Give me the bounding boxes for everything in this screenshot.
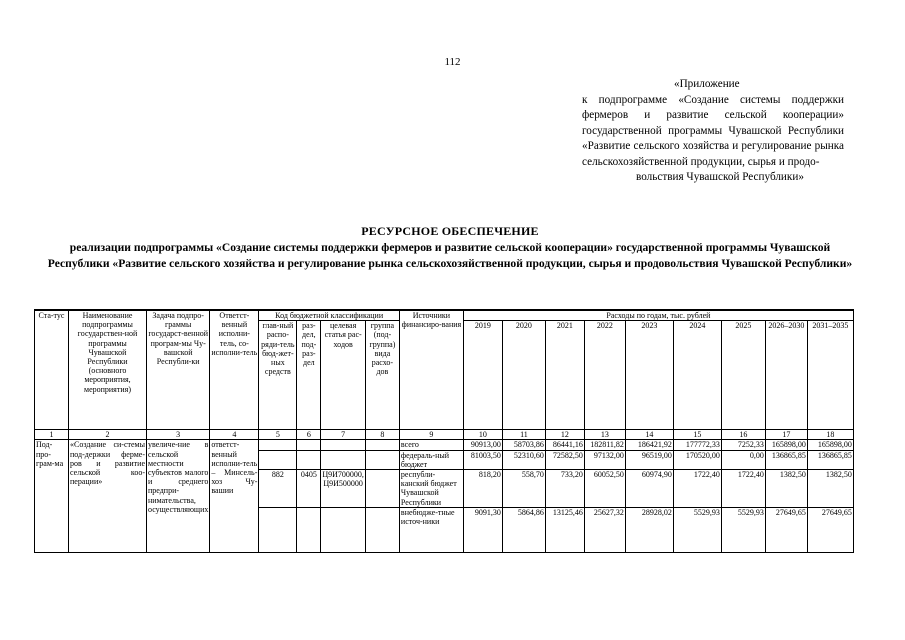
- header-task: Задача подпро-граммы государст-венной програм-мы Чу-вашской Республи-ки: [147, 310, 210, 430]
- cell-value: 0,00: [721, 450, 765, 469]
- cell-razdel-empty: [297, 440, 321, 450]
- column-number: 2: [69, 430, 147, 440]
- cell-value: 5529,93: [721, 507, 765, 552]
- cell-value: 90913,00: [463, 440, 502, 450]
- cell-value: 818,20: [463, 470, 502, 508]
- cell-value: 5864,86: [502, 507, 545, 552]
- cell-executor: ответст-венный исполни-тель – Минсель-хоз Чу-вашии: [210, 440, 259, 552]
- column-number: 16: [721, 430, 765, 440]
- column-number: 9: [399, 430, 463, 440]
- header-year: 2031–2035: [807, 321, 853, 430]
- cell-value: 60974,90: [625, 470, 673, 508]
- cell-razdel-empty: [297, 507, 321, 552]
- page-subtitle: реализации подпрограммы «Создание системы поддержки фермеров и развитие сельской кооперации» государственной программы Чувашской Республики «Развитие сельского хозяйства и регулирование рынка сельскохозяйственной продукции, сырья и продовольствия Чувашской Республики»: [47, 241, 853, 270]
- column-number: 12: [545, 430, 584, 440]
- cell-grbs-empty: [259, 507, 297, 552]
- cell-value: 170520,00: [673, 450, 721, 469]
- header-group: группа (под-группа) вида расхо-дов: [365, 321, 399, 430]
- cell-value: 558,70: [502, 470, 545, 508]
- cell-razdel-empty: [297, 450, 321, 469]
- header-grbs: глав-ный распо-ряди-тель бюд-жет-ных средств: [259, 321, 297, 430]
- cell-value: 136865,85: [765, 450, 807, 469]
- cell-value: 96519,00: [625, 450, 673, 469]
- cell-value: 72582,50: [545, 450, 584, 469]
- cell-value: 182811,82: [584, 440, 625, 450]
- column-number: 8: [365, 430, 399, 440]
- cell-name: «Создание си-стемы под-держки ферме-ров и развитие сельской коо-перации»: [69, 440, 147, 552]
- cell-value: 1722,40: [721, 470, 765, 508]
- cell-value: 60052,50: [584, 470, 625, 508]
- column-number-row: [35, 430, 854, 440]
- cell-value: 7252,33: [721, 440, 765, 450]
- cell-grbs: 882: [259, 470, 297, 508]
- cell-status: Под-про-грам-ма: [35, 440, 69, 552]
- cell-value: 1382,50: [807, 470, 853, 508]
- page-title: РЕСУРСНОЕ ОБЕСПЕЧЕНИЕ: [361, 224, 539, 238]
- header-year: 2022: [584, 321, 625, 430]
- header-budget-code: Код бюджетной классификации: [259, 310, 400, 321]
- cell-target-empty: [321, 440, 366, 450]
- column-number: 14: [625, 430, 673, 440]
- cell-task: увеличе-ние в сельской местности субъектов малого и среднего предпри-нимательства, осуществляющих: [147, 440, 210, 552]
- cell-value: 27649,65: [765, 507, 807, 552]
- cell-value: 165898,00: [765, 440, 807, 450]
- cell-source: всего: [399, 440, 463, 450]
- cell-value: 136865,85: [807, 450, 853, 469]
- header-sources: Источники финансиро-вания: [399, 310, 463, 430]
- cell-value: 97132,00: [584, 450, 625, 469]
- column-number: 5: [259, 430, 297, 440]
- cell-value: 25627,32: [584, 507, 625, 552]
- header-name: Наименование подпрограммы государствен-ной программы Чувашской Республики (основного мероприятия, мероприятия): [69, 310, 147, 430]
- cell-target: Ц9И700000, Ц9И500000: [321, 470, 366, 508]
- column-number: 11: [502, 430, 545, 440]
- appendix-last: вольствия Чувашской Республики»: [636, 171, 804, 183]
- column-number: 10: [463, 430, 502, 440]
- cell-group-empty: [365, 507, 399, 552]
- column-number: 7: [321, 430, 366, 440]
- cell-source: федераль-ный бюджет: [399, 450, 463, 469]
- resource-table: [34, 309, 854, 553]
- column-number: 1: [35, 430, 69, 440]
- header-expenses: Расходы по годам, тыс. рублей: [463, 310, 853, 321]
- header-target: целевая статья рас-ходов: [321, 321, 366, 430]
- header-executor: Ответст-венный исполни-тель, со-исполни-тель: [210, 310, 259, 430]
- cell-value: 28928,02: [625, 507, 673, 552]
- header-year: 2025: [721, 321, 765, 430]
- cell-value: 81003,50: [463, 450, 502, 469]
- column-number: 15: [673, 430, 721, 440]
- appendix-body: к подпрограмме «Создание системы поддержки фермеров и развитие сельской кооперации» государственной программы Чувашской Республики «Развитие сельского хозяйства и регулирование рынка сельскохозяйственной продукции, сырья и продо-: [582, 93, 844, 168]
- header-year: 2021: [545, 321, 584, 430]
- cell-value: 733,20: [545, 470, 584, 508]
- cell-value: 13125,46: [545, 507, 584, 552]
- cell-group-empty: [365, 440, 399, 450]
- header-year: 2024: [673, 321, 721, 430]
- cell-value: 177772,33: [673, 440, 721, 450]
- header-razdel: раз-дел, под-раз-дел: [297, 321, 321, 430]
- cell-value: 1382,50: [765, 470, 807, 508]
- cell-group-empty: [365, 450, 399, 469]
- cell-value: 165898,00: [807, 440, 853, 450]
- page-number: 112: [444, 56, 461, 68]
- header-year: 2023: [625, 321, 673, 430]
- cell-value: 58703,86: [502, 440, 545, 450]
- appendix-line1: «Приложение: [674, 78, 740, 90]
- cell-value: 186421,92: [625, 440, 673, 450]
- column-number: 17: [765, 430, 807, 440]
- table-row: [35, 440, 854, 450]
- cell-source: республи-канский бюджет Чувашской Республики: [399, 470, 463, 508]
- column-number: 6: [297, 430, 321, 440]
- cell-value: 1722,40: [673, 470, 721, 508]
- cell-value: 5529,93: [673, 507, 721, 552]
- cell-value: 52310,60: [502, 450, 545, 469]
- cell-target-empty: [321, 507, 366, 552]
- header-year: 2019: [463, 321, 502, 430]
- cell-group: [365, 470, 399, 508]
- header-year: 2020: [502, 321, 545, 430]
- cell-source: внебюдже-тные источ-ники: [399, 507, 463, 552]
- cell-value: 86441,16: [545, 440, 584, 450]
- cell-value: 9091,30: [463, 507, 502, 552]
- cell-razdel: 0405: [297, 470, 321, 508]
- column-number: 18: [807, 430, 853, 440]
- header-year: 2026–2030: [765, 321, 807, 430]
- column-number: 3: [147, 430, 210, 440]
- column-number: 4: [210, 430, 259, 440]
- cell-value: 27649,65: [807, 507, 853, 552]
- cell-grbs-empty: [259, 450, 297, 469]
- column-number: 13: [584, 430, 625, 440]
- appendix-note: [582, 77, 844, 186]
- header-status: Ста-тус: [35, 310, 69, 430]
- cell-target-empty: [321, 450, 366, 469]
- cell-grbs-empty: [259, 440, 297, 450]
